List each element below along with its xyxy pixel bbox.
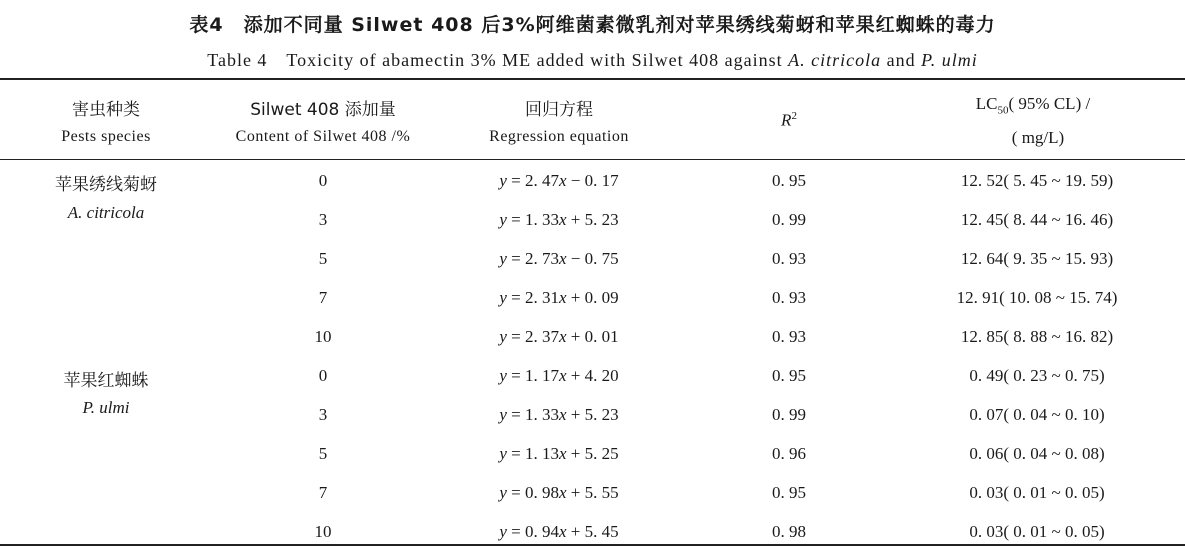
variable-x: x: [559, 405, 567, 424]
header-r-squared: [781, 110, 797, 131]
variable-x: x: [559, 327, 567, 346]
variable-x: x: [559, 171, 567, 190]
title-en-species-1: A. citricola: [788, 50, 882, 70]
header-lc50-unit: ( mg/L): [1011, 128, 1065, 147]
r-squared-cell: 0. 95: [772, 171, 806, 190]
title-en-prefix: Table 4 Toxicity of abamectin 3% ME added with Silwet 408 against: [207, 50, 789, 70]
equation-cell: y = 2. 37x + 0. 01: [499, 327, 619, 346]
content-cell: 10: [314, 522, 332, 541]
lc50-cell: 0. 07( 0. 04 ~ 0. 10): [969, 405, 1105, 424]
r-squared-cell: 0. 93: [772, 288, 806, 307]
r-squared-cell: 0. 95: [772, 483, 806, 502]
content-cell: 10: [314, 327, 332, 346]
variable-y: y: [499, 288, 507, 307]
lc50-cell: 12. 45( 8. 44 ~ 16. 46): [960, 210, 1114, 229]
table-title-english: [0, 46, 1185, 72]
lc50-cell: 12. 85( 8. 88 ~ 16. 82): [960, 327, 1114, 346]
variable-x: x: [559, 210, 567, 229]
r-squared-cell: 0. 93: [772, 249, 806, 268]
title-en-species-2: P. ulmi: [921, 50, 978, 70]
variable-y: y: [499, 405, 507, 424]
lc-rest: ( 95% CL) /: [1008, 94, 1091, 113]
variable-x: x: [559, 444, 567, 463]
variable-y: y: [499, 327, 507, 346]
equation-cell: y = 0. 98x + 5. 55: [499, 483, 619, 502]
variable-y: y: [499, 522, 507, 541]
variable-x: x: [559, 366, 567, 385]
content-cell: 5: [318, 249, 328, 268]
header-regression-cn: 回归方程: [525, 100, 593, 120]
lc50-cell: 12. 91( 10. 08 ~ 15. 74): [956, 288, 1118, 307]
header-content-en: Content of Silwet 408 /%: [235, 128, 411, 145]
top-rule: [0, 78, 1185, 80]
bottom-rule: [0, 544, 1185, 546]
r-squared-cell: 0. 95: [772, 366, 806, 385]
lc50-cell: 12. 64( 9. 35 ~ 15. 93): [960, 249, 1114, 268]
variable-x: x: [559, 288, 567, 307]
variable-x: x: [559, 249, 567, 268]
content-cell: 7: [318, 288, 328, 307]
lc50-cell: 0. 03( 0. 01 ~ 0. 05): [969, 483, 1105, 502]
content-cell: 0: [318, 171, 328, 190]
header-rule: [0, 159, 1185, 160]
header-pests-cn: 害虫种类: [72, 100, 140, 120]
equation-cell: y = 2. 31x + 0. 09: [499, 288, 619, 307]
content-cell: 0: [318, 366, 328, 385]
r-squared-cell: 0. 96: [772, 444, 806, 463]
header-pests-en: Pests species: [61, 128, 151, 145]
species-2-latin: P. ulmi: [82, 398, 130, 417]
lc-base: LC: [975, 94, 998, 113]
equation-cell: y = 1. 17x + 4. 20: [499, 366, 619, 385]
header-content-cn: Silwet 408 添加量: [250, 100, 396, 120]
variable-x: x: [559, 483, 567, 502]
content-cell: 3: [318, 210, 328, 229]
species-1-cn: 苹果绣线菊蚜: [55, 175, 157, 195]
lc-sub: 50: [997, 104, 1009, 117]
content-cell: 5: [318, 444, 328, 463]
equation-cell: y = 1. 13x + 5. 25: [499, 444, 619, 463]
lc50-cell: 12. 52( 5. 45 ~ 19. 59): [960, 171, 1114, 190]
lc50-cell: 0. 06( 0. 04 ~ 0. 08): [969, 444, 1105, 463]
table-title-chinese: 表4 添加不同量 Silwet 408 后3%阿维菌素微乳剂对苹果绣线菊蚜和苹果红蜘蛛的毒力: [189, 14, 996, 36]
lc50-cell: 0. 03( 0. 01 ~ 0. 05): [969, 522, 1105, 541]
r-squared-cell: 0. 98: [772, 522, 806, 541]
equation-cell: y = 2. 47x − 0. 17: [499, 171, 619, 190]
content-cell: 7: [318, 483, 328, 502]
variable-y: y: [499, 366, 507, 385]
content-cell: 3: [318, 405, 328, 424]
r-squared-cell: 0. 93: [772, 327, 806, 346]
equation-cell: y = 1. 33x + 5. 23: [499, 405, 619, 424]
r-squared-cell: 0. 99: [772, 210, 806, 229]
variable-y: y: [499, 483, 507, 502]
variable-y: y: [499, 210, 507, 229]
r-squared-base: R: [781, 110, 792, 130]
r-squared-cell: 0. 99: [772, 405, 806, 424]
species-2-cn: 苹果红蜘蛛: [63, 371, 149, 391]
equation-cell: y = 1. 33x + 5. 23: [499, 210, 619, 229]
equation-cell: y = 0. 94x + 5. 45: [499, 522, 619, 541]
lc50-cell: 0. 49( 0. 23 ~ 0. 75): [969, 366, 1105, 385]
header-lc50: [976, 94, 1090, 116]
variable-y: y: [499, 444, 507, 463]
variable-y: y: [499, 171, 507, 190]
variable-x: x: [559, 522, 567, 541]
variable-y: y: [499, 249, 507, 268]
title-en-and: and: [881, 50, 922, 70]
header-regression-en: Regression equation: [489, 128, 629, 145]
equation-cell: y = 2. 73x − 0. 75: [499, 249, 619, 268]
species-1-latin: A. citricola: [67, 203, 145, 222]
r-squared-sup: 2: [791, 110, 797, 122]
